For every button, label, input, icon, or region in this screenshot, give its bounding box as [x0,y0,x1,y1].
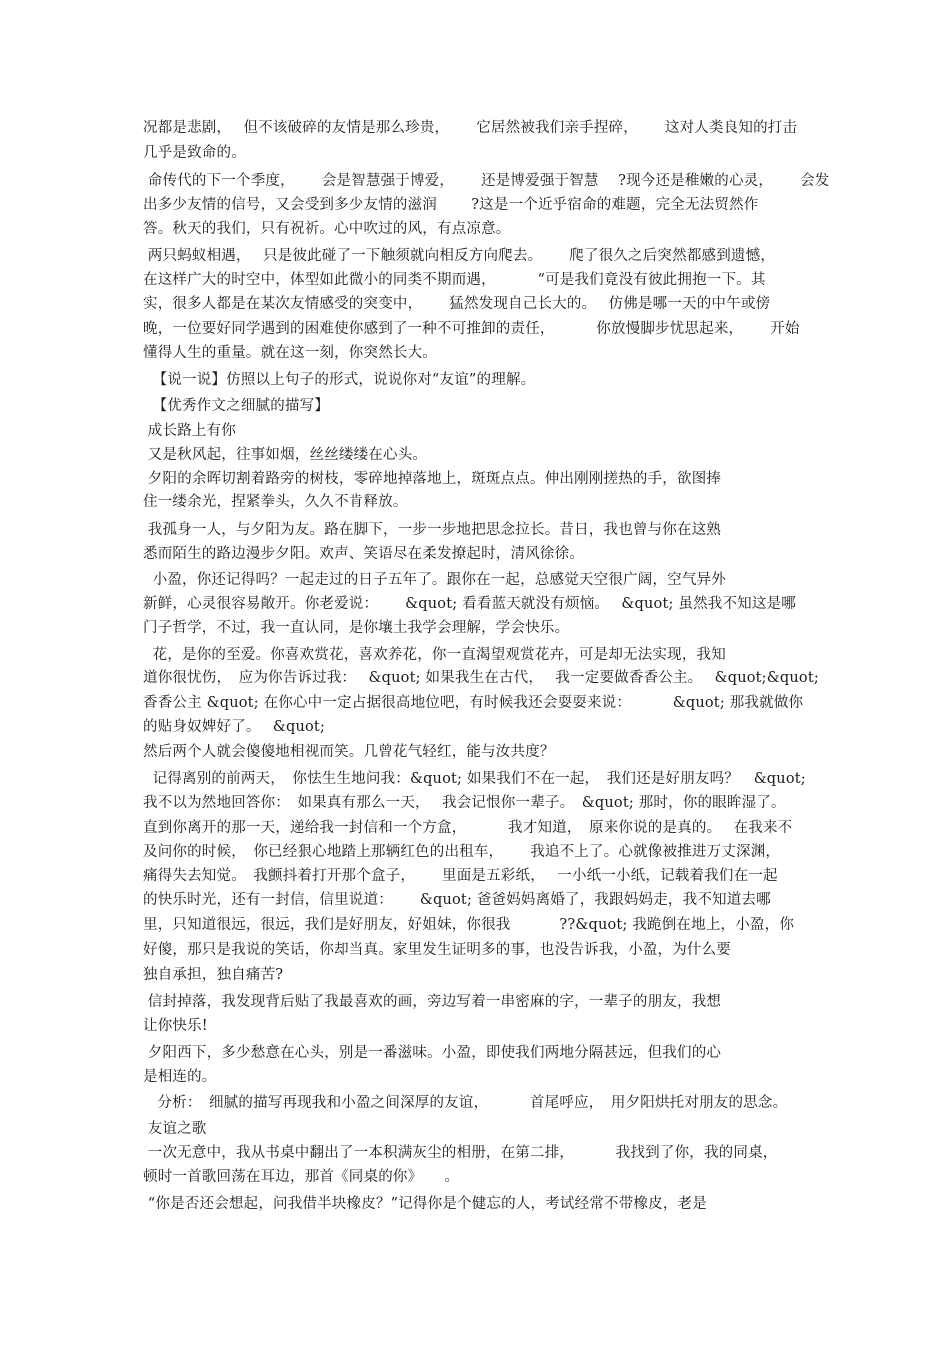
text-line: 住一缕余光，捏紧拳头，久久不肯释放。 [143,494,408,510]
text-line: 命传代的下一个季度， 会是智慧强于博爱， 还是博爱强于智慧 ?现今还是稚嫩的心灵， 会发 [143,173,830,189]
text-line: 的快乐时光，还有一封信，信里说道： &quot; 爸爸妈妈离婚了，我跟妈妈走，我不知道去哪 [143,892,771,908]
text-line: 几乎是致命的。 [143,145,246,161]
text-line: 直到你离开的那一天，递给我一封信和一个方盒， 我才知道， 原来你说的是真的。 在我来不 [143,820,793,836]
text-line: 况都是悲剧， 但不该破碎的友情是那么珍贵， 它居然被我们亲手捏碎， 这对人类良知的打击 [143,120,798,136]
text-line: 实，很多人都是在某次友情感受的突变中， 猛然发现自己长大的。 仿佛是哪一天的中午或傍 [143,296,771,312]
text-line: 顿时一首歌回荡在耳边，那首《同桌的你》 。 [143,1169,460,1185]
text-line: 我孤身一人，与夕阳为友。路在脚下，一步一步地把思念拉长。昔日，我也曾与你在这熟 [143,522,722,538]
text-line: 好傻，那只是我说的笑话，你却当真。家里发生证明多的事，也没告诉我，小盈，为什么要 [143,942,731,958]
text-line: 及问你的时候， 你已经狠心地踏上那辆红色的出租车， 我追不上了。心就像被推进万丈深渊， [143,844,781,860]
text-line: 我不以为然地回答你： 如果真有那么一天， 我会记恨你一辈子。 &quot; 那时，你的眼眸湿了。 [143,795,786,811]
text-line: 痛得失去知觉。 我颤抖着打开那个盒子， 里面是五彩纸， 一小纸一小纸，记载着我们在一起 [143,868,778,884]
section-heading: 【优秀作文之细腻的描写】 [143,398,330,414]
text-line: 出多少友情的信号，又会受到多少友情的滋润 ?这是一个近乎宿命的难题，完全无法贸然作 [143,197,759,213]
text-line: 晚，一位要好同学遇到的困难使你感到了一种不可推卸的责任， 你放慢脚步忧思起来， 开始 [143,321,800,337]
analysis-line: 分析： 细腻的描写再现我和小盈之间深厚的友谊， 首尾呼应， 用夕阳烘托对朋友的思念。 [143,1095,788,1111]
text-line: 【说一说】仿照以上句子的形式，说说你对“友谊”的理解。 [143,372,536,388]
text-line: 又是秋风起，往事如烟，丝丝缕缕在心头。 [143,447,428,463]
text-line: 在这样广大的时空中，体型如此微小的同类不期而遇， “可是我们竟没有彼此拥抱一下。其 [143,272,766,288]
text-line: “你是否还会想起，问我借半块橡皮？”记得你是个健忘的人，考试经常不带橡皮，老是 [143,1196,707,1212]
text-line: 花，是你的至爱。你喜欢赏花，喜欢养花，你一直渴望观赏花卉，可是却无法实现，我知 [143,647,726,663]
text-line: 门子哲学，不过，我一直认同，是你壤土我学会理解，学会快乐。 [143,620,570,636]
text-line: 小盈，你还记得吗？一起走过的日子五年了。跟你在一起，总感觉天空很广阔，空气异外 [143,572,726,588]
text-line: 里，只知道很远，很远，我们是好朋友，好姐妹，你很我 ??&quot; 我跪倒在地上，小盈，你 [143,917,795,933]
text-line: 悉而陌生的路边漫步夕阳。欢声、笑语尽在柔发撩起时，清风徐徐。 [143,546,584,562]
text-line: 答。秋天的我们，只有祝祈。心中吹过的风，有点凉意。 [143,221,511,237]
essay-title: 成长路上有你 [143,423,237,439]
essay-title: 友谊之歌 [143,1121,207,1137]
text-line: 记得离别的前两天， 你怯生生地问我：&quot; 如果我们不在一起， 我们还是好朋友吗？ &quot; [143,771,806,787]
text-line: 一次无意中，我从书桌中翻出了一本积满灰尘的相册，在第二排， 我找到了你，我的同桌， [143,1145,778,1161]
text-line: 信封掉落，我发现背后贴了我最喜欢的画，旁边写着一串密麻的字，一辈子的朋友，我想 [143,994,722,1010]
text-line: 香香公主 &quot; 在你心中一定占据很高地位吧，有时候我还会耍耍来说： &quot; 那我就做你 [143,695,804,711]
text-line: 夕阳西下，多少愁意在心头，别是一番滋味。小盈，即使我们两地分隔甚远，但我们的心 [143,1045,722,1061]
text-line: 新鲜，心灵很容易敞开。你老爱说： &quot; 看看蓝天就没有烦恼。 &quot; 虽然我不知这是哪 [143,596,796,612]
text-line: 道你很忧伤， 应为你告诉过我： &quot; 如果我生在古代， 我一定要做香香公主。 &quot;&quot; [143,670,819,686]
text-line: 的贴身奴婢好了。 &quot; [143,719,326,735]
text-line: 懂得人生的重量。就在这一刻，你突然长大。 [143,345,437,361]
text-line: 让你快乐! [143,1018,208,1034]
text-line: 两只蚂蚁相遇， 只是彼此碰了一下触须就向相反方向爬去。 爬了很久之后突然都感到遗憾， [143,248,776,264]
text-line: 然后两个人就会傻傻地相视而笑。几曾花气轻红，能与汝共度？ [143,744,555,760]
text-line: 是相连的。 [143,1069,217,1085]
text-line: 独自承担，独自痛苦? [143,967,284,983]
text-line: 夕阳的余晖切割着路旁的树枝，零碎地掉落地上，斑斑点点。伸出刚刚搓热的手，欲图捧 [143,471,722,487]
